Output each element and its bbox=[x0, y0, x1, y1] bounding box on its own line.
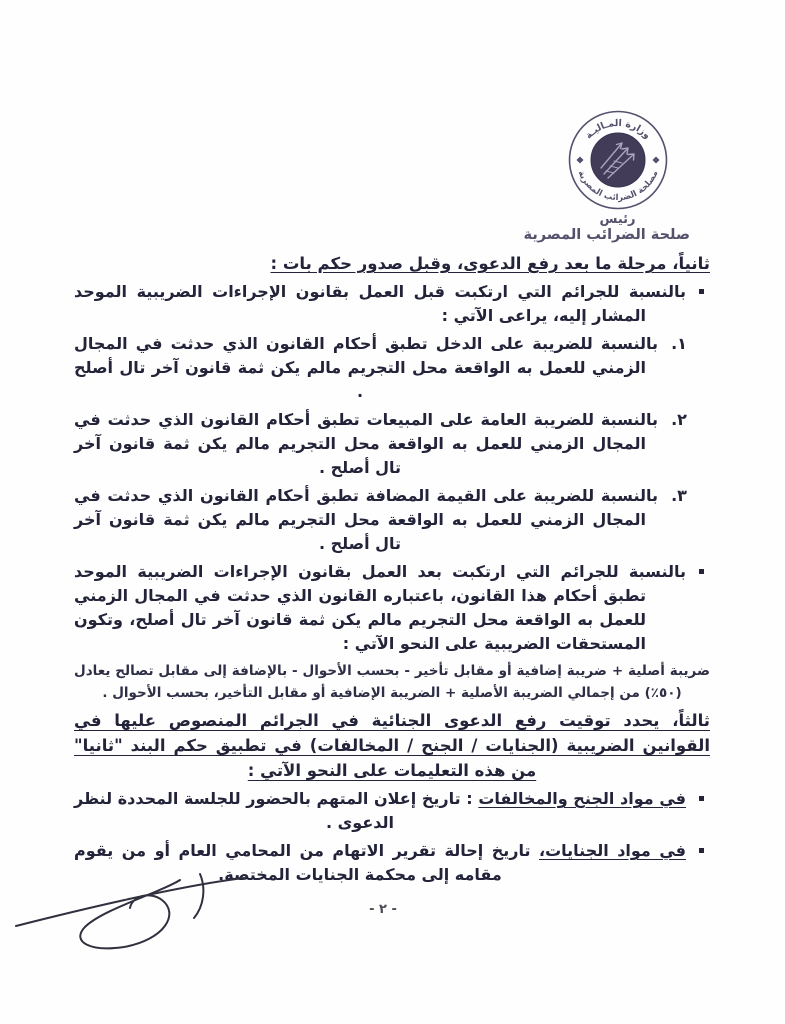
bullet-crimes-before-law bbox=[74, 280, 710, 328]
bullet-text: بالنسبة للجرائم التي ارتكبت بعد العمل بقانون الإجراءات الضريبية الموحد تطبق أحكام هذا القانون، باعتباره القانون الذي حدثت في المجال الزمني للعمل به الواقعة محل التجريم مالم يكن ثمة قانون آخر تال أصلح، وتكون المستحقات الضريبية على النحو الآتي : bbox=[74, 562, 686, 653]
seal-title: رئيس bbox=[599, 212, 636, 227]
bullet-misdemeanors-violations bbox=[74, 787, 710, 835]
document-body bbox=[74, 252, 710, 891]
item-number: ٢. bbox=[671, 410, 687, 429]
item-text: بالنسبة للضريبة على الدخل تطبق أحكام القانون الذي حدثت في المجال الزمني للعمل به الواقعة محل التجريم مالم يكن ثمة قانون آخر تال أصلح . bbox=[74, 334, 658, 401]
signature bbox=[12, 858, 252, 963]
numbered-item-vat bbox=[74, 484, 710, 556]
bullet-lead: في مواد الجنح والمخالفات bbox=[478, 789, 686, 808]
tax-authority-seal bbox=[523, 110, 690, 243]
numbered-item-sales-tax bbox=[74, 408, 710, 480]
bullet-lead: في مواد الجنايات، bbox=[538, 841, 686, 860]
bullet-crimes-after-law bbox=[74, 560, 710, 656]
bullet-rest: تاريخ إحالة تقرير الاتهام من المحامي العام أو من يقوم مقامه إلى محكمة الجنايات المختصة. bbox=[74, 841, 539, 884]
item-text: بالنسبة للضريبة العامة على المبيعات تطبق أحكام القانون الذي حدثت في المجال الزمني للعمل به الواقعة محل التجريم مالم يكن ثمة قانون آخر تال أصلح . bbox=[74, 410, 658, 477]
numbered-item-income-tax bbox=[74, 332, 710, 404]
item-number: ١. bbox=[671, 334, 687, 353]
seal-ministry-arc-text: وزارة المـاليـة bbox=[582, 117, 653, 142]
seal-authority-arc-text: مصلحة الضرائب المصرية bbox=[575, 169, 660, 204]
heading-third: ثالثاً، يحدد توقيت رفع الدعوى الجنائية في الجرائم المنصوص عليها في القوانين الضريبية (الجنايات / الجنح / المخالفات) في تطبيق حكم البند "ثانيا" من هذه التعليمات على النحو الآتي : bbox=[74, 711, 710, 780]
item-text: بالنسبة للضريبة على القيمة المضافة تطبق أحكام القانون الذي حدثت في المجال الزمني للعمل به الواقعة محل التجريم مالم يكن ثمة قانون آخر تال أصلح . bbox=[74, 486, 658, 553]
bullet-rest: : تاريخ إعلان المتهم بالحضور للجلسة المحددة لنظر الدعوى . bbox=[74, 789, 479, 832]
tax-dues-formula-note: ضريبة أصلية + ضريبة إضافية أو مقابل تأخير - بحسب الأحوال - بالإضافة إلى مقابل تصالح يعادل (٥٠٪) من إجمالي الضريبة الأصلية + الضريبة الإضافية أو مقابل التأخير، بحسب الأحوال . bbox=[74, 663, 710, 701]
item-number: ٣. bbox=[671, 486, 687, 505]
seal-subtitle: صلحة الضرائب المصرية bbox=[523, 227, 690, 243]
seal-emblem-icon bbox=[568, 110, 668, 210]
heading-second: ثانياً، مرحلة ما بعد رفع الدعوى، وقبل صدور حكم بات : bbox=[270, 254, 710, 273]
bullet-text: بالنسبة للجرائم التي ارتكبت قبل العمل بقانون الإجراءات الضريبية الموحد المشار إليه، يراعى الآتي : bbox=[74, 282, 686, 325]
page-number: - ٢ - bbox=[369, 902, 397, 917]
